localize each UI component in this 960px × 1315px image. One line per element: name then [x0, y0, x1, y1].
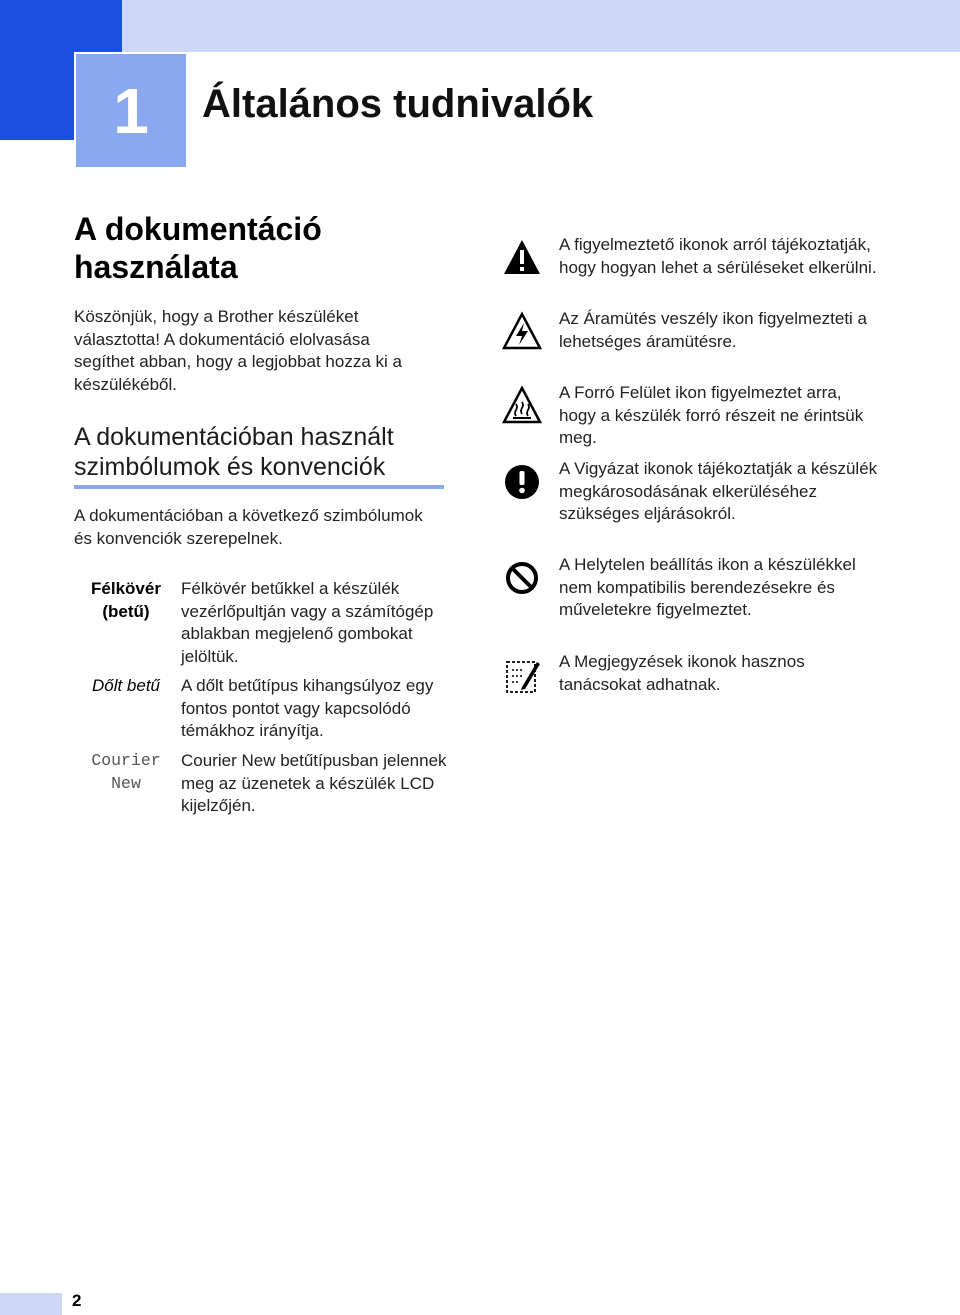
section-title: A dokumentáció használata: [74, 211, 322, 285]
prohibited-text: A Helytelen beállítás ikon a készülékkel nem kompatibilis berendezésekre és műveletekre figyelmeztet.: [559, 555, 856, 619]
section-intro: Köszönjük, hogy a Brother készüléket választotta! A dokumentáció elolvasása segíthet abban, hogy a legjobbat hozza ki a készülékéből.: [74, 307, 402, 394]
convention-description-italic: A dőlt betűtípus kihangsúlyoz egy fontos pontot vagy kapcsolódó témákhoz irányítja.: [181, 676, 434, 740]
electrical-hazard-icon: [500, 310, 544, 354]
subsection-title: A dokumentációban használt szimbólumok és konvenciók: [74, 423, 394, 481]
chapter-title: Általános tudnivalók: [202, 82, 594, 126]
header-band: [122, 0, 960, 52]
convention-term-courier: Courier New: [91, 751, 161, 793]
prohibited-icon: [500, 556, 544, 600]
footer-accent-bar: [0, 1293, 62, 1315]
convention-term-italic: Dőlt betű: [91, 676, 161, 695]
caution-icon: [500, 460, 544, 504]
note-icon: [500, 654, 544, 698]
page-number: 2: [72, 1291, 82, 1310]
subsection-intro: A dokumentációban a következő szimbólumok és konvenciók szerepelnek.: [74, 506, 423, 548]
hot-surface-icon: [500, 384, 544, 428]
convention-description-courier: Courier New betűtípusban jelennek meg az üzenetek a készülék LCD kijelzőjén.: [181, 751, 447, 815]
note-text: A Megjegyzések ikonok hasznos tanácsokat adhatnak.: [559, 652, 805, 694]
subsection-rule: [74, 485, 444, 489]
convention-description-bold: Félkövér betűkkel a készülék vezérlőpultján vagy a számítógép ablakban megjelenő gombokat jelöltük.: [181, 579, 434, 666]
electrical-hazard-text: Az Áramütés veszély ikon figyelmezteti a lehetséges áramütésre.: [559, 309, 868, 351]
warning-icon: [500, 236, 544, 280]
hot-surface-text: A Forró Felület ikon figyelmeztet arra, hogy a készülék forró részeit ne érintsük meg.: [559, 383, 864, 447]
chapter-number: 1: [74, 52, 188, 169]
caution-text: A Vigyázat ikonok tájékoztatják a készülék megkárosodásának elkerüléséhez szükséges eljárásokról.: [559, 459, 878, 523]
convention-term-bold: Félkövér (betű): [91, 579, 161, 621]
warning-text: A figyelmeztető ikonok arról tájékoztatják, hogy hogyan lehet a sérüléseket elkerülni.: [559, 235, 877, 277]
